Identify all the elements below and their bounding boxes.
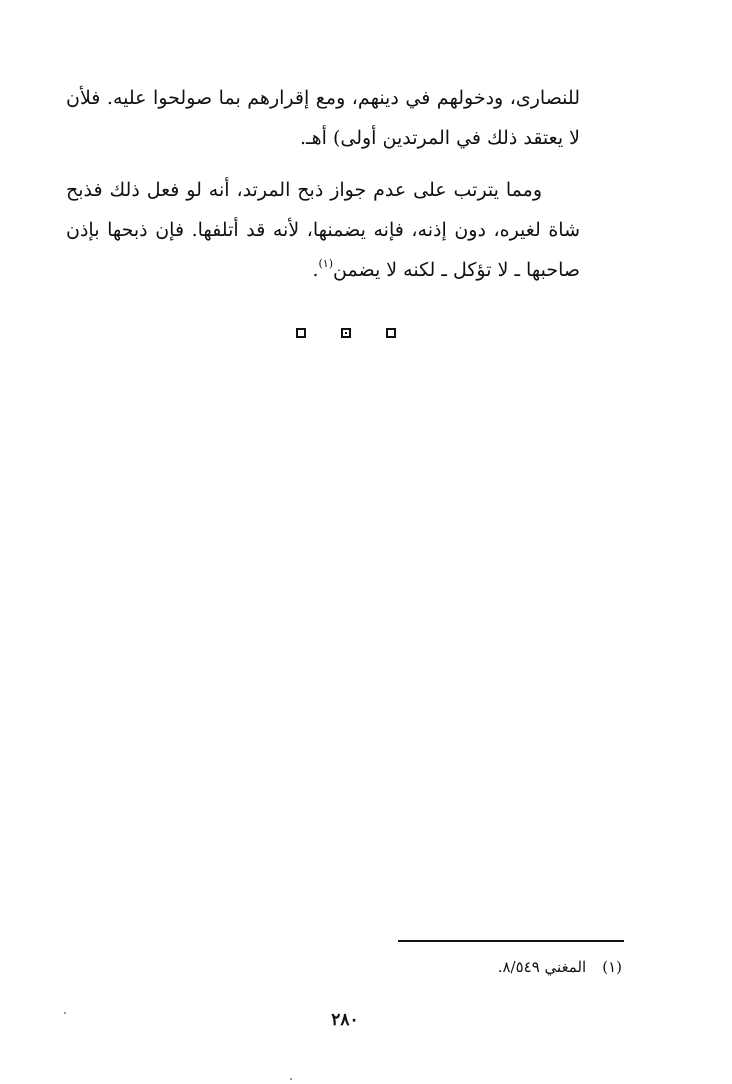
paragraph-text: ومما يترتب على عدم جواز ذبح المرتد، أنه لو فعل ذلك فذبح شاة لغيره، دون إذنه، فإنه يضمنها، لأنه قد أتلفها. فإن ذبحها بإذن صاحبها ـ لا تؤكل ـ لكنه لا يضمن — [66, 179, 580, 281]
section-separator — [296, 325, 396, 341]
page-number: ٢٨٠ — [331, 1010, 359, 1030]
separator-square-icon — [296, 328, 306, 338]
footnote-divider — [398, 940, 624, 942]
scan-speck — [290, 1078, 292, 1080]
separator-square-icon — [386, 328, 396, 338]
main-text — [66, 78, 580, 290]
paragraph-continuation: للنصارى، ودخولهم في دينهم، ومع إقرارهم بما صولحوا عليه. فلأن لا يعتقد ذلك في المرتدين أولى) أهـ. — [66, 87, 580, 149]
scan-speck — [64, 1012, 66, 1014]
footnote-text: المغني ٨/٥٤٩. — [497, 958, 587, 976]
footnote-1 — [300, 955, 622, 979]
footnote-number: (١) — [602, 958, 622, 976]
separator-dotted-square-icon — [341, 328, 351, 338]
paragraph-slaughter-ruling — [66, 170, 580, 290]
footnote-reference: (١) — [318, 257, 334, 270]
paragraph-end-punctuation: . — [312, 259, 319, 281]
